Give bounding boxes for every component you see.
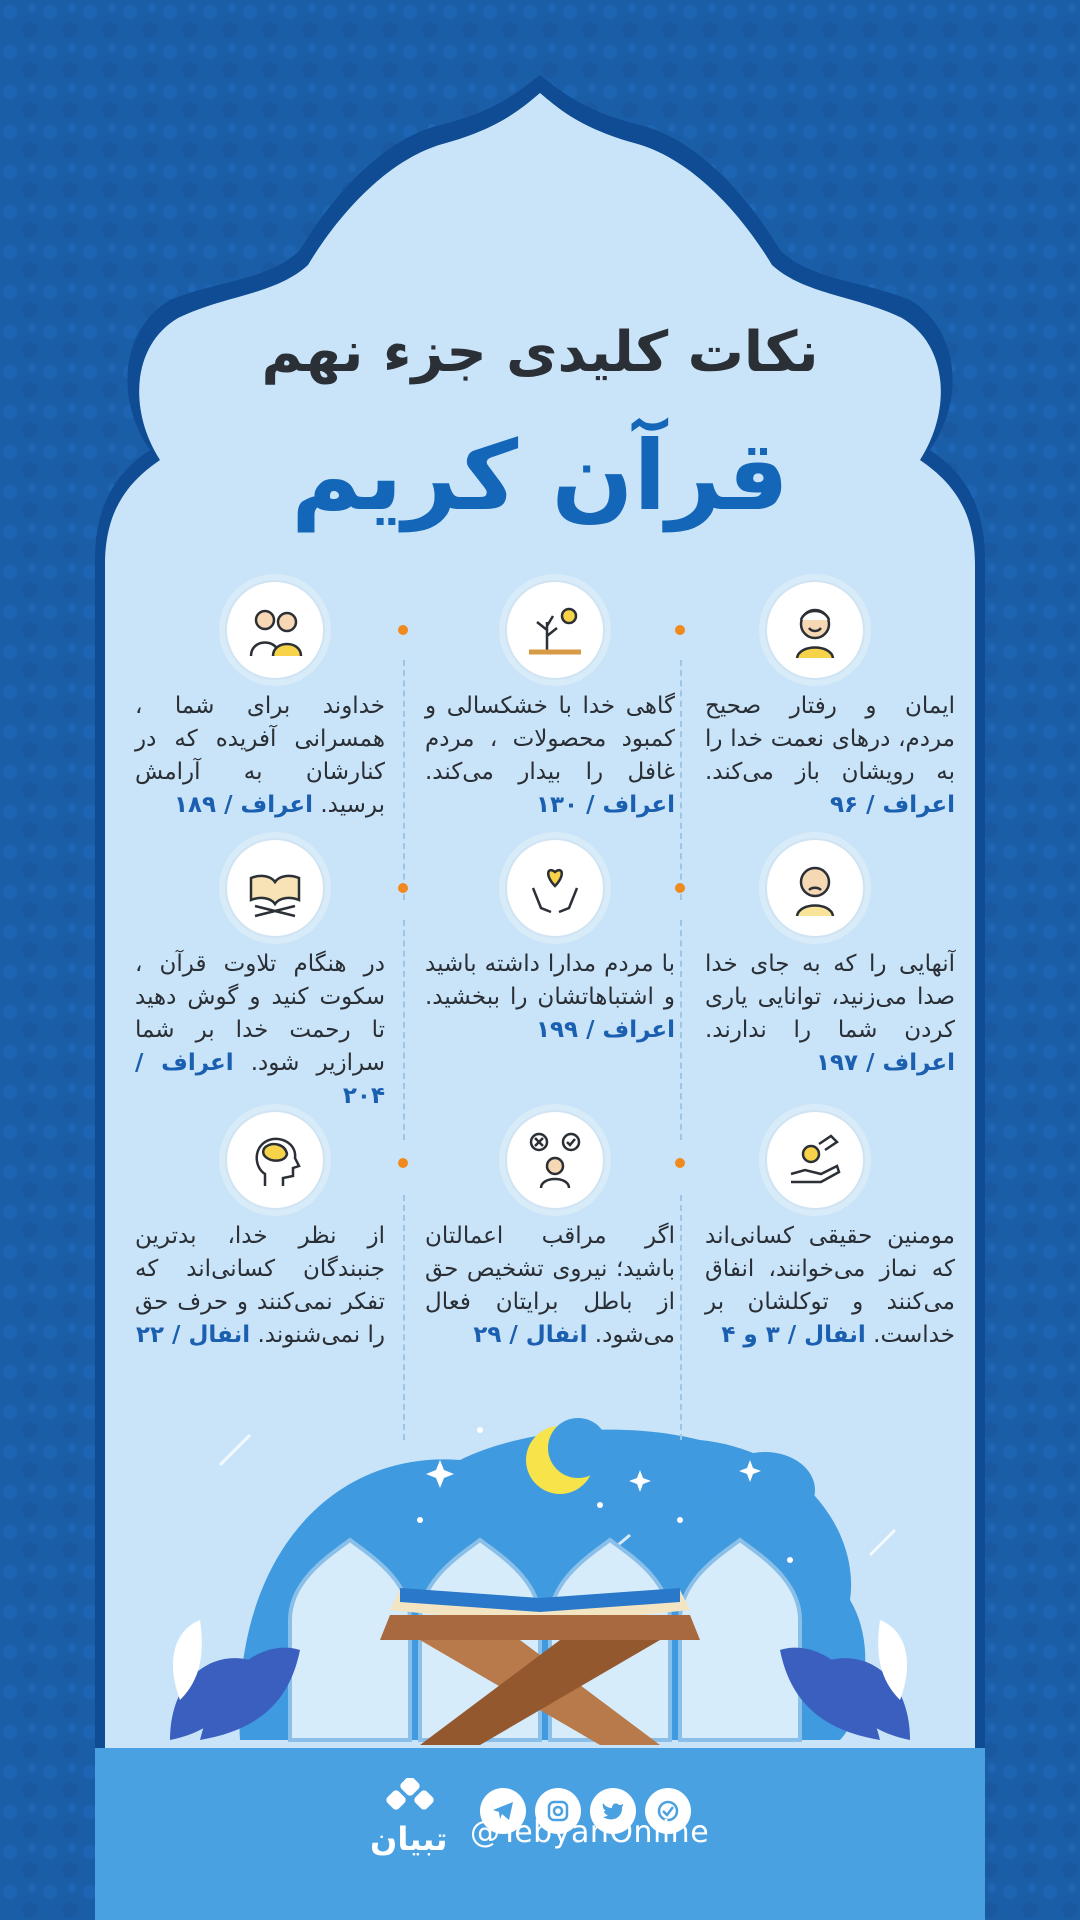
tip-reference: اعراف / ۱۹۷ xyxy=(815,1050,955,1076)
tip-reference: اعراف / ۱۸۹ xyxy=(173,792,313,818)
sad-person-icon xyxy=(765,838,865,938)
tip-text: آنهایی را که به جای خدا صدا می‌زنید، توانایی یاری کردن شما را ندارند. xyxy=(705,951,955,1043)
couple-icon xyxy=(225,580,325,680)
separator xyxy=(680,660,682,900)
separator-dot xyxy=(675,883,685,893)
tip-text: مومنین حقیقی کسانی‌اند که نماز می‌خوانند، انفاق می‌کنند و توکلشان بر خداست. xyxy=(705,1223,955,1348)
tip-text: با مردم مدارا داشته باشید و اشتباهاتشان را ببخشید. xyxy=(425,951,675,1010)
person-choice-icon xyxy=(505,1110,605,1210)
tips-grid xyxy=(125,570,955,1380)
brand-name: تبیان xyxy=(370,1820,448,1858)
page-subtitle: قرآن کریم xyxy=(291,420,789,532)
tebyan-logo-icon xyxy=(375,1778,445,1818)
social-handle[interactable]: @TebyanOnline xyxy=(470,1815,710,1850)
smiling-person-icon xyxy=(765,580,865,680)
separator-dot xyxy=(398,625,408,635)
tip-text: خداوند برای شما ، همسرانی آفریده که در کنارشان به آرامش برسید. xyxy=(135,693,385,818)
brain-head-icon xyxy=(225,1110,325,1210)
tip-reference: اعراف / ۲۰۴ xyxy=(135,1050,385,1109)
separator xyxy=(403,1195,405,1440)
tip-reference: اعراف / ۹۶ xyxy=(830,792,955,818)
separator-dot xyxy=(398,883,408,893)
tip-reference: انفال / ۳ و ۴ xyxy=(721,1322,866,1348)
tip-text: از نظر خدا، بدترین جنبندگان کسانی‌اند که تفکر نمی‌کنند و حرف حق را نمی‌شنوند. xyxy=(135,1223,385,1348)
drought-plant-sun-icon xyxy=(505,580,605,680)
tip-reference: انفال / ۲۲ xyxy=(135,1322,251,1348)
tip-text: گاهی خدا با خشکسالی و کمبود محصولات ، مردم غافل را بیدار می‌کند. xyxy=(425,693,675,785)
separator xyxy=(680,920,682,1140)
separator-dot xyxy=(675,625,685,635)
separator-dot xyxy=(675,1158,685,1168)
tip-reference: اعراف / ۱۳۰ xyxy=(535,792,675,818)
tip-reference: انفال / ۲۹ xyxy=(473,1322,588,1348)
hands-heart-icon xyxy=(505,838,605,938)
open-quran-icon xyxy=(225,838,325,938)
separator-dot xyxy=(398,1158,408,1168)
separator xyxy=(403,660,405,900)
tip-text: اگر مراقب اعمالتان باشید؛ نیروی تشخیص حق از باطل برایتان فعال می‌شود. xyxy=(425,1223,675,1348)
page-title: نکات کلیدی جزء نهم xyxy=(261,320,819,385)
tip-reference: اعراف / ۱۹۹ xyxy=(535,1017,675,1043)
tip-text: در هنگام تلاوت قرآن ، سکوت کنید و گوش دهید تا رحمت خدا بر شما سرازیر شود. xyxy=(135,951,386,1076)
tip-text: ایمان و رفتار صحیح مردم، درهای نعمت خدا را به رویشان باز می‌کند. xyxy=(705,693,955,785)
giving-hand-coin-icon xyxy=(765,1110,865,1210)
separator xyxy=(680,1195,682,1440)
separator xyxy=(403,920,405,1140)
